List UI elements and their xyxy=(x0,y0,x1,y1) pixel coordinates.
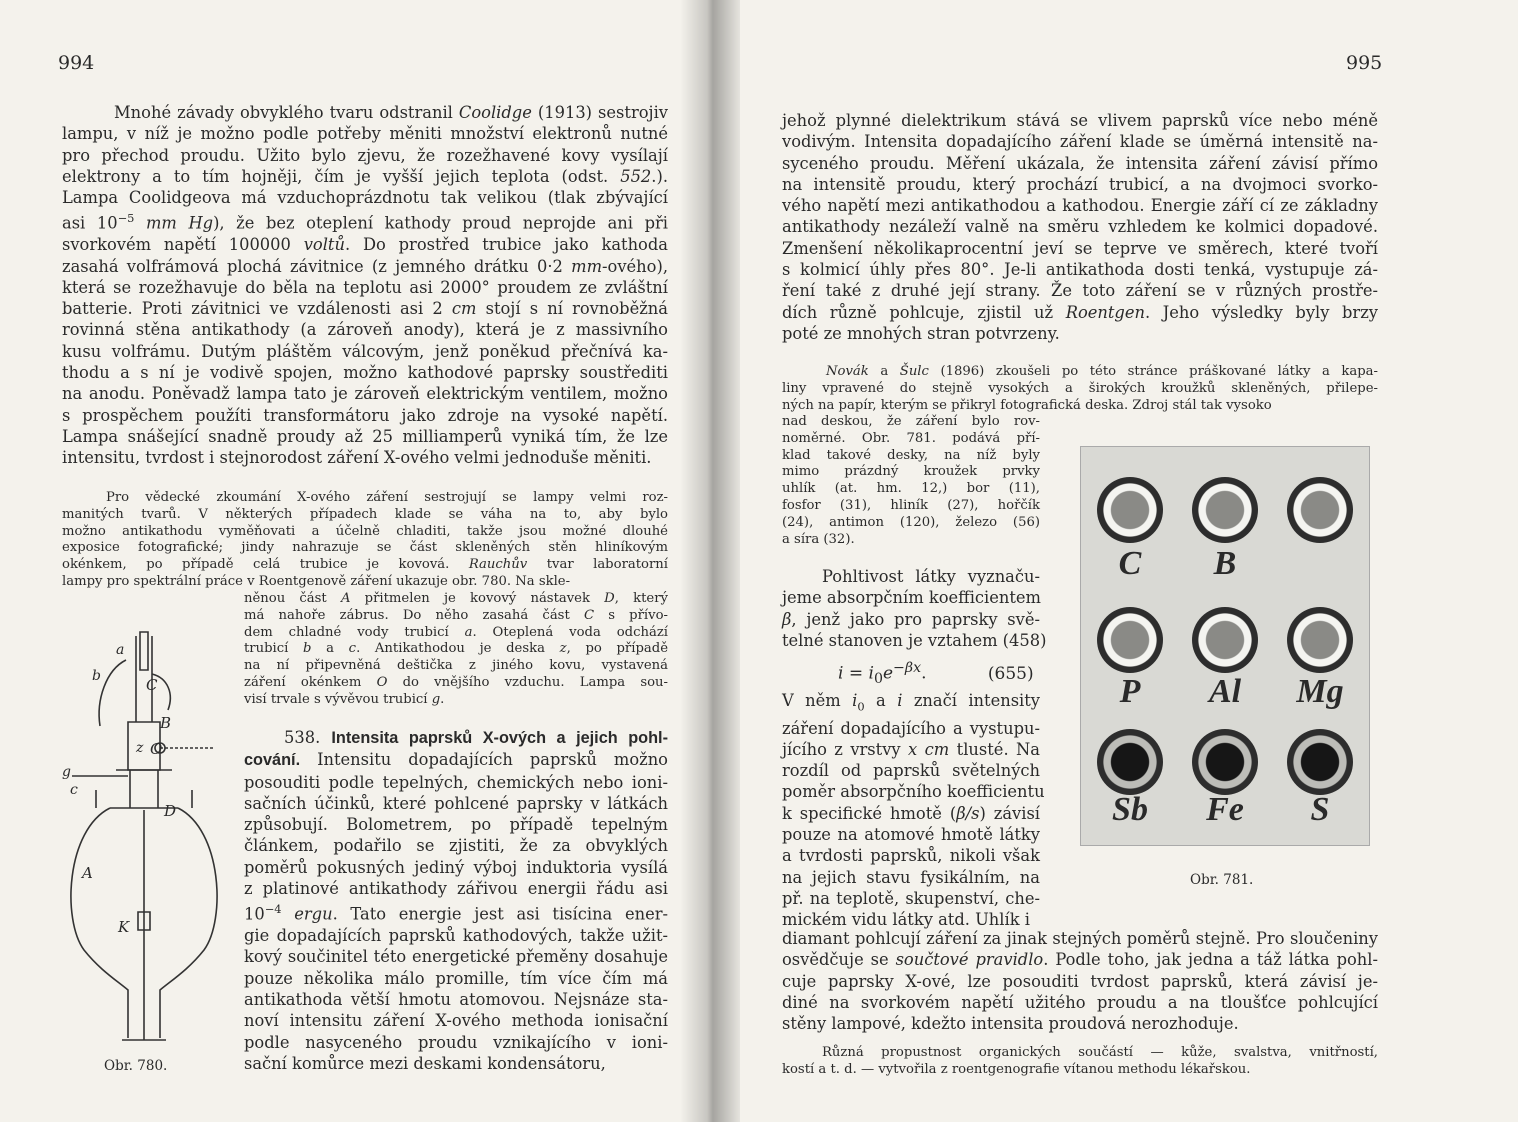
text-line: ných na papír, kterým se přikryl fotografická deska. Zdroj stál tak vysoko xyxy=(782,397,1272,413)
fig-label-C: C xyxy=(146,676,158,694)
sample-label: Mg xyxy=(1296,673,1344,710)
text-line: gie dopadajících paprsků kathodových, takže užit- xyxy=(244,926,668,946)
figure-781-caption: Obr. 781. xyxy=(1190,872,1254,888)
text-line: vodivým. Intensita dopadajícího záření klade se úměrná intensitě na- xyxy=(782,132,1378,152)
fig-label-K: K xyxy=(118,918,130,936)
fig-label-c: c xyxy=(70,782,78,798)
text-line: exposice fotografické; jindy nahrazuje se část skleněných stěn hliníkovým xyxy=(62,540,668,556)
text-line: k specifické hmotě (β/s) závisí xyxy=(782,803,1041,823)
sample-disc xyxy=(1097,477,1163,543)
left-paragraph-1 xyxy=(62,102,668,468)
fig-label-O: O xyxy=(150,740,163,758)
text-line: batterie. Proti závitnici ve vzdálenosti asi 2 cm stojí s ní rovnoběžná xyxy=(62,299,668,319)
book-spine-shadow xyxy=(680,0,740,1122)
text-line: kostí a t. d. — vytvořila z roentgenografie vítanou methodu lékařskou. xyxy=(782,1061,1251,1077)
text-line: trubicí b a c. Antikathodou je deska z, po případě xyxy=(244,641,668,657)
text-line: syceného proudu. Měření ukázala, že intensita záření závisí přímo xyxy=(782,153,1378,173)
text-line: diamant pohlcují záření za jinak stejných poměrů stejně. Pro sloučeniny xyxy=(782,929,1378,948)
text-line: na intensitě proudu, který prochází trubicí, a na dvojmoci svorko- xyxy=(782,174,1378,194)
text-line: kový součinitel této energetické přeměny dosahuje xyxy=(244,947,668,967)
fig-label-A: A xyxy=(82,864,93,882)
text-line: rozdíl od paprsků světelných xyxy=(782,761,1040,781)
text-line: jícího z vrstvy x cm tlusté. Na xyxy=(782,739,1041,759)
text-line: sační komůrce mezi deskami kondensátoru, xyxy=(244,1053,606,1073)
text-line: svorkovém napětí 100000 voltů. Do prostřed trubice jako kathoda xyxy=(62,235,668,255)
text-line: Pro vědecké zkoumání X-ového záření sestrojují se lampy velmi roz- xyxy=(106,490,668,505)
right-paragraph-3 xyxy=(782,690,1045,931)
text-line: jehož plynné dielektrikum stává se vlivem paprsků více nebo méně xyxy=(782,111,1378,130)
text-line: elektrony a to tím hojněji, čím je vyšší jejich teplota (odst. 552.). xyxy=(62,166,668,186)
text-line: kusu volfrámu. Dutým pláštěm válcovým, jenž poněkud přečnívá ka- xyxy=(62,341,668,361)
text-line: z platinové antikathody zářivou energii řádu asi xyxy=(244,879,668,899)
text-line: osvědčuje se součtové pravidlo. Podle toho, jak jedna a táž látka pohl- xyxy=(782,950,1378,970)
fig-label-a: a xyxy=(116,642,125,658)
text-line: 538. Intensita paprsků X-ových a jejich pohl- xyxy=(284,728,668,747)
text-line: fosfor (31), hliník (27), hořčík xyxy=(782,497,1040,513)
sample-disc xyxy=(1097,607,1163,673)
sample-label: Sb xyxy=(1112,791,1148,828)
text-line: a tvrdosti paprsků, nikoli však xyxy=(782,846,1040,866)
equation-number: (655) xyxy=(987,663,1034,684)
fig-label-b: b xyxy=(92,668,101,684)
sample-disc xyxy=(1192,477,1258,543)
text-line: Lampa snášející snadně proudy až 25 milliamperů vyniká tím, že lze xyxy=(62,426,668,446)
text-line: která se rozežhavuje do běla na teplotu asi 2000° proudem ze zvláštní xyxy=(62,277,668,297)
fig-label-B: B xyxy=(160,714,172,732)
sample-label: Fe xyxy=(1206,791,1244,828)
text-line: s kolmicí úhly přes 80°. Je-li antikathoda dosti tenká, vystupuje zá- xyxy=(782,260,1378,280)
text-line: sačních účinků, které pohlcené paprsky v látkách xyxy=(244,793,668,813)
text-line: ření také z druhé její strany. Že toto záření se v různých prostře- xyxy=(782,281,1378,301)
sample-disc xyxy=(1287,477,1353,543)
text-line: podle nasyceného proudu vznikajícího v ioni- xyxy=(244,1032,668,1052)
text-line: mickém vidu látky atd. Uhlík i xyxy=(782,910,1030,930)
sample-label: C xyxy=(1118,545,1142,582)
text-line: intensitu, tvrdost i stejnorodost záření X-ového velmi jednoduše měniti. xyxy=(62,448,652,468)
text-line: antikathody nezáleží valně na směru vzhledem ke kolmici dopadové. xyxy=(782,217,1378,237)
text-line: cuje paprsky X-ové, lze posouditi tvrdost paprsků, která závisí je- xyxy=(782,971,1378,991)
text-line: mimo prázdný kroužek prvky xyxy=(782,464,1040,480)
sample-label: B xyxy=(1213,545,1237,582)
text-line: β, jenž jako pro paprsky svě- xyxy=(782,609,1040,629)
text-line: telné stanoven je vztahem (458) xyxy=(782,630,1047,650)
sample-disc xyxy=(1192,607,1258,673)
text-line: visí trvale s vývěvou trubicí g. xyxy=(244,691,445,707)
text-line: Lampa Coolidgeova má vzduchoprázdnotu tak velikou (tlak zbývající xyxy=(62,188,668,208)
sample-disc xyxy=(1287,729,1353,795)
text-line: pro přechod proudu. Užito bylo zjevu, že rozežhavené kovy vysílají xyxy=(62,145,668,165)
text-line: př. na teplotě, skupenství, che- xyxy=(782,888,1040,908)
text-line: zasahá volfrámová plochá závitnice (z jemného drátku 0·2 mm-ového), xyxy=(62,256,668,276)
text-line: s prospěchem použíti transformátoru jako zdroje na vysoké napětí. xyxy=(62,405,668,425)
fig-label-g: g xyxy=(62,764,71,780)
fig-label-z: z xyxy=(136,740,144,756)
text-line: záření okénkem O do vnějšího vzduchu. Lampa sou- xyxy=(244,674,668,690)
figure-780-caption: Obr. 780. xyxy=(104,1058,168,1074)
text-line: dích různě pohlcuje, zjistil už Roentgen. Jeho výsledky byly brzy xyxy=(782,302,1378,322)
sample-disc xyxy=(1097,729,1163,795)
text-line: manitých tvarů. V některých případech klade se váha na to, aby bylo xyxy=(62,506,668,522)
text-line: uhlík (at. hm. 12,) bor (11), xyxy=(782,481,1040,497)
text-line: možno antikathodu vyměňovati a účelně chladiti, takže jsou možné dlouhé xyxy=(62,523,668,539)
text-line: poměr absorpčního koefficientu xyxy=(782,782,1045,802)
text-line: záření dopadajícího a vystupu- xyxy=(782,718,1040,738)
text-line: pouze na atomové hmotě látky xyxy=(782,825,1040,845)
sample-label: S xyxy=(1310,791,1330,828)
right-paragraph-2 xyxy=(782,566,1047,651)
text-line: liny vpravené do stejně vysokých a širokých kroužků skleněných, přilepe- xyxy=(782,380,1378,396)
text-line: nad deskou, že záření bylo rov- xyxy=(782,414,1040,429)
page-number-left: 994 xyxy=(58,52,95,74)
section-538 xyxy=(244,727,668,1074)
sample-label: P xyxy=(1119,673,1141,710)
text-line: stěny lampové, kdežto intensita proudová nerozhoduje. xyxy=(782,1014,1239,1034)
text-line: rovinná stěna antikathody (a zároveň anody), která je z massivního xyxy=(62,320,668,340)
left-small-text-2 xyxy=(244,591,668,709)
text-line: okénkem, po případě celá trubice je kovová. Rauchův tvar laboratorní xyxy=(62,557,668,573)
text-line: Různá propustnost organických součástí — kůže, svalstva, vnitřností, xyxy=(822,1045,1378,1060)
text-line: posouditi podle tepelných, chemických nebo ioni- xyxy=(244,772,668,792)
left-page xyxy=(0,0,712,1122)
text-line: poté ze mnohých stran potvrzeny. xyxy=(782,323,1060,343)
text-line: má nahoře zábrus. Do něho zasahá část C s přívo- xyxy=(244,607,668,623)
text-line: noměrné. Obr. 781. podává pří- xyxy=(782,430,1040,446)
text-line: lampu, v níž je možno podle potřeby měniti množství elektronů nutné xyxy=(62,124,668,144)
text-line: jeme absorpčním koefficientem xyxy=(782,588,1041,608)
text-line: Novák a Šulc (1896) zkoušeli po této stránce práškované látky a kapa- xyxy=(826,364,1379,379)
text-line: cování. Intensitu dopadajících paprsků možno xyxy=(244,750,668,770)
text-line: Pohltivost látky vyznaču- xyxy=(822,567,1040,586)
text-line: na ní připevněná deštička z jiného kovu, vystavená xyxy=(244,658,668,674)
text-line: klad takové desky, na níž byly xyxy=(782,447,1040,463)
text-line: (24), antimon (120), železo (56) xyxy=(782,514,1040,530)
text-line: V něm $i_0$ a i značí intensity xyxy=(782,691,1040,714)
text-line: vého napětí mezi antikathodou a kathodou. Energie září cí ze základny xyxy=(782,196,1378,216)
right-paragraph-4 xyxy=(782,928,1378,1034)
text-line: diné na svorkovém napětí užitého proudu a na tloušťce pohlcující xyxy=(782,992,1378,1012)
text-line: thodu a s ní je vodivě spojen, možno kathodové paprsky soustřediti xyxy=(62,362,668,382)
fig-label-D: D xyxy=(164,802,177,820)
right-small-text-3 xyxy=(782,1045,1378,1079)
text-line: způsobují. Bolometrem, po případě tepelným xyxy=(244,815,668,835)
right-small-text-2 xyxy=(782,414,1040,548)
sample-disc xyxy=(1287,607,1353,673)
text-line: poměrů pokusných jediný výboj induktoria vysílá xyxy=(244,857,668,877)
text-line: na jejich stavu fysikálním, na xyxy=(782,867,1040,887)
left-small-text-1 xyxy=(62,490,668,591)
text-line: na anodu. Poněvadž lampa tato je zároveň elektrickým ventilem, možno xyxy=(62,384,668,404)
right-paragraph-1 xyxy=(782,110,1378,344)
text-line: lampy pro spektrální práce v Roentgenově záření ukazuje obr. 780. Na skle- xyxy=(62,573,571,589)
text-line: článkem, podařilo se zjistiti, že za obvyklých xyxy=(244,836,668,856)
text-line: pouze několika málo promille, tím více čím má xyxy=(244,968,668,988)
text-line: asi $10^{-5}$ mm Hg), že bez oteplení kathody proud neprojde ani při xyxy=(62,211,668,233)
text-line: dem chladné vody trubicí a. Oteplená voda odchází xyxy=(244,624,668,640)
text-line: a síra (32). xyxy=(782,531,855,547)
text-line: noví intensitu záření X-ového methoda ionisační xyxy=(244,1011,668,1031)
right-small-text-1 xyxy=(782,364,1378,414)
text-line: antikathoda větší hmotu atomovou. Nejsnáze sta- xyxy=(244,989,668,1009)
sample-disc xyxy=(1192,729,1258,795)
page-number-right: 995 xyxy=(1346,52,1383,74)
absorption-plate-figure xyxy=(1080,446,1370,846)
text-line: Mnohé závady obvyklého tvaru odstranil Coolidge (1913) sestrojiv xyxy=(114,103,668,122)
text-line: něnou část A přitmelen je kovový nástavek D, který xyxy=(244,591,668,606)
sample-label: Al xyxy=(1208,673,1242,710)
text-line: $10^{-4}$ ergu. Tato energie jest asi tisícina ener- xyxy=(244,902,668,924)
lamp-figure xyxy=(56,630,226,1060)
text-line: Zmenšení několikaprocentní jeví se teprve ve směrech, které tvoří xyxy=(782,238,1378,258)
equation-655: $i = i_0e^{-\beta x}$. (655) xyxy=(838,660,1034,688)
